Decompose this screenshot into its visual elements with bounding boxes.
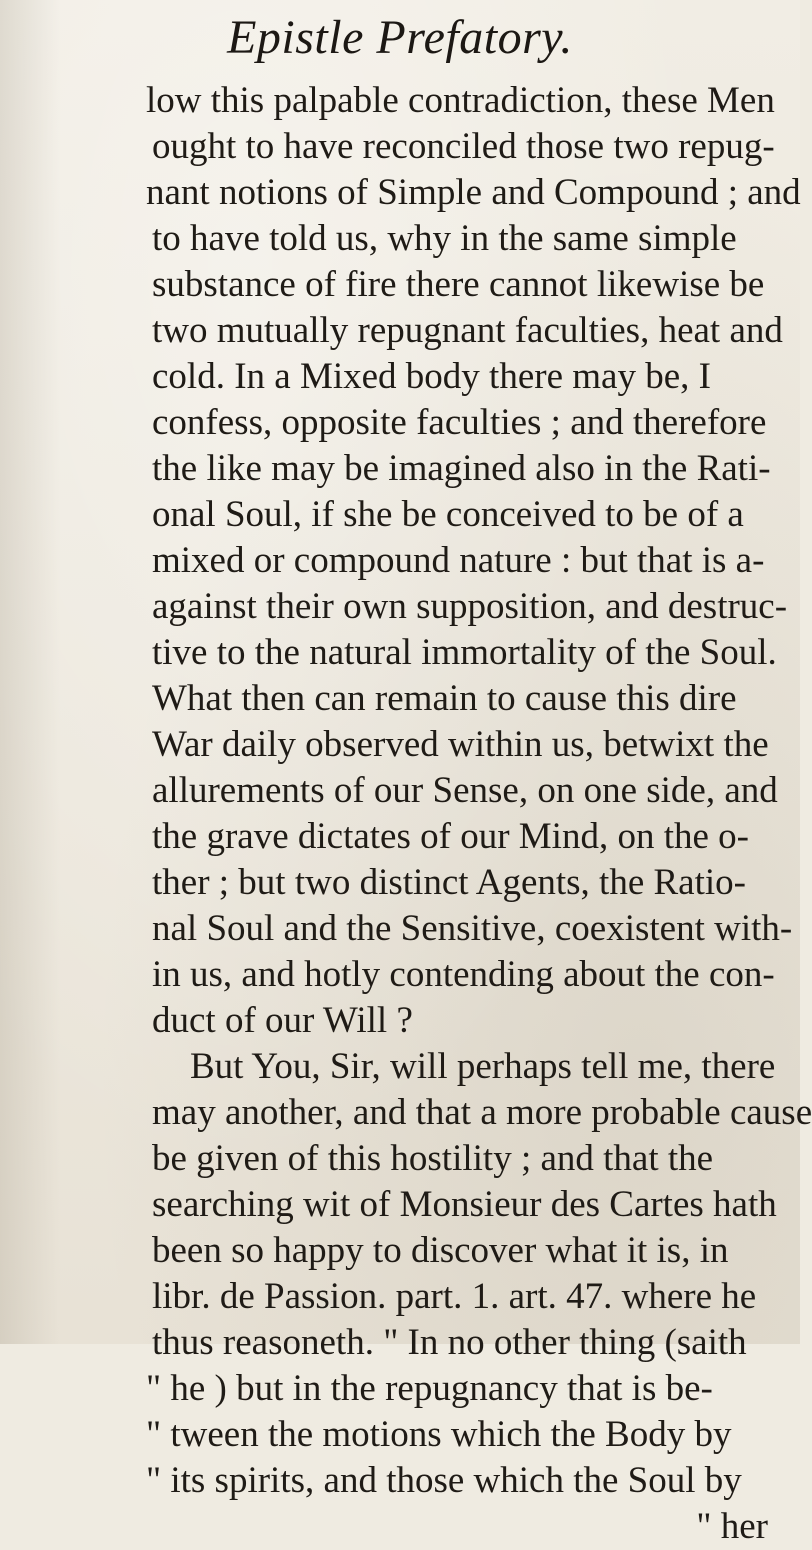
text-line: mixed or compound nature : but that is a- bbox=[152, 540, 765, 581]
text-line: allurements of our Sense, on one side, and bbox=[152, 770, 778, 811]
text-line: nant notions of Simple and Compound ; and bbox=[146, 172, 801, 213]
text-line: been so happy to discover what it is, in bbox=[152, 1230, 729, 1271]
text-line: ther ; but two distinct Agents, the Ratio- bbox=[152, 862, 746, 903]
text-line: libr. de Passion. part. 1. art. 47. where he bbox=[152, 1276, 757, 1317]
text-line: be given of this hostility ; and that the bbox=[152, 1138, 714, 1179]
text-line: cold. In a Mixed body there may be, I bbox=[152, 356, 711, 397]
text-line: " tween the motions which the Body by bbox=[146, 1414, 732, 1455]
text-line: duct of our Will ? bbox=[152, 1000, 413, 1041]
running-head: Epistle Prefatory. bbox=[227, 11, 573, 64]
text-line: the grave dictates of our Mind, on the o- bbox=[152, 816, 749, 857]
text-line: against their own supposition, and destruc- bbox=[152, 586, 788, 627]
text-line: confess, opposite faculties ; and therefore bbox=[152, 402, 767, 443]
text-line: What then can remain to cause this dire bbox=[152, 678, 737, 719]
text-line: the like may be imagined also in the Rati- bbox=[152, 448, 771, 489]
text-line: thus reasoneth. " In no other thing (saith bbox=[152, 1322, 747, 1363]
text-line: low this palpable contradiction, these Men bbox=[146, 80, 775, 121]
text-line: two mutually repugnant faculties, heat and bbox=[152, 310, 783, 351]
gutter-shadow bbox=[0, 0, 60, 1344]
catchword-row bbox=[146, 1504, 792, 1550]
catchword: " her bbox=[696, 1506, 768, 1547]
text-line: searching wit of Monsieur des Cartes hath bbox=[152, 1184, 777, 1225]
text-line: to have told us, why in the same simple bbox=[152, 218, 737, 259]
text-line: tive to the natural immortality of the Soul. bbox=[152, 632, 777, 673]
text-line: " its spirits, and those which the Soul by bbox=[146, 1460, 742, 1501]
text-line: may another, and that a more probable cause bbox=[152, 1092, 812, 1133]
text-line: onal Soul, if she be conceived to be of a bbox=[152, 494, 744, 535]
text-line: " he ) but in the repugnancy that is be- bbox=[146, 1368, 713, 1409]
text-line: nal Soul and the Sensitive, coexistent with- bbox=[152, 908, 793, 949]
text-line: War daily observed within us, betwixt the bbox=[152, 724, 769, 765]
text-line: substance of fire there cannot likewise be bbox=[152, 264, 765, 305]
text-line: in us, and hotly contending about the con- bbox=[152, 954, 775, 995]
text-line: ought to have reconciled those two repug- bbox=[152, 126, 775, 167]
body-text bbox=[146, 78, 812, 1550]
text-line: But You, Sir, will perhaps tell me, there bbox=[190, 1046, 776, 1087]
